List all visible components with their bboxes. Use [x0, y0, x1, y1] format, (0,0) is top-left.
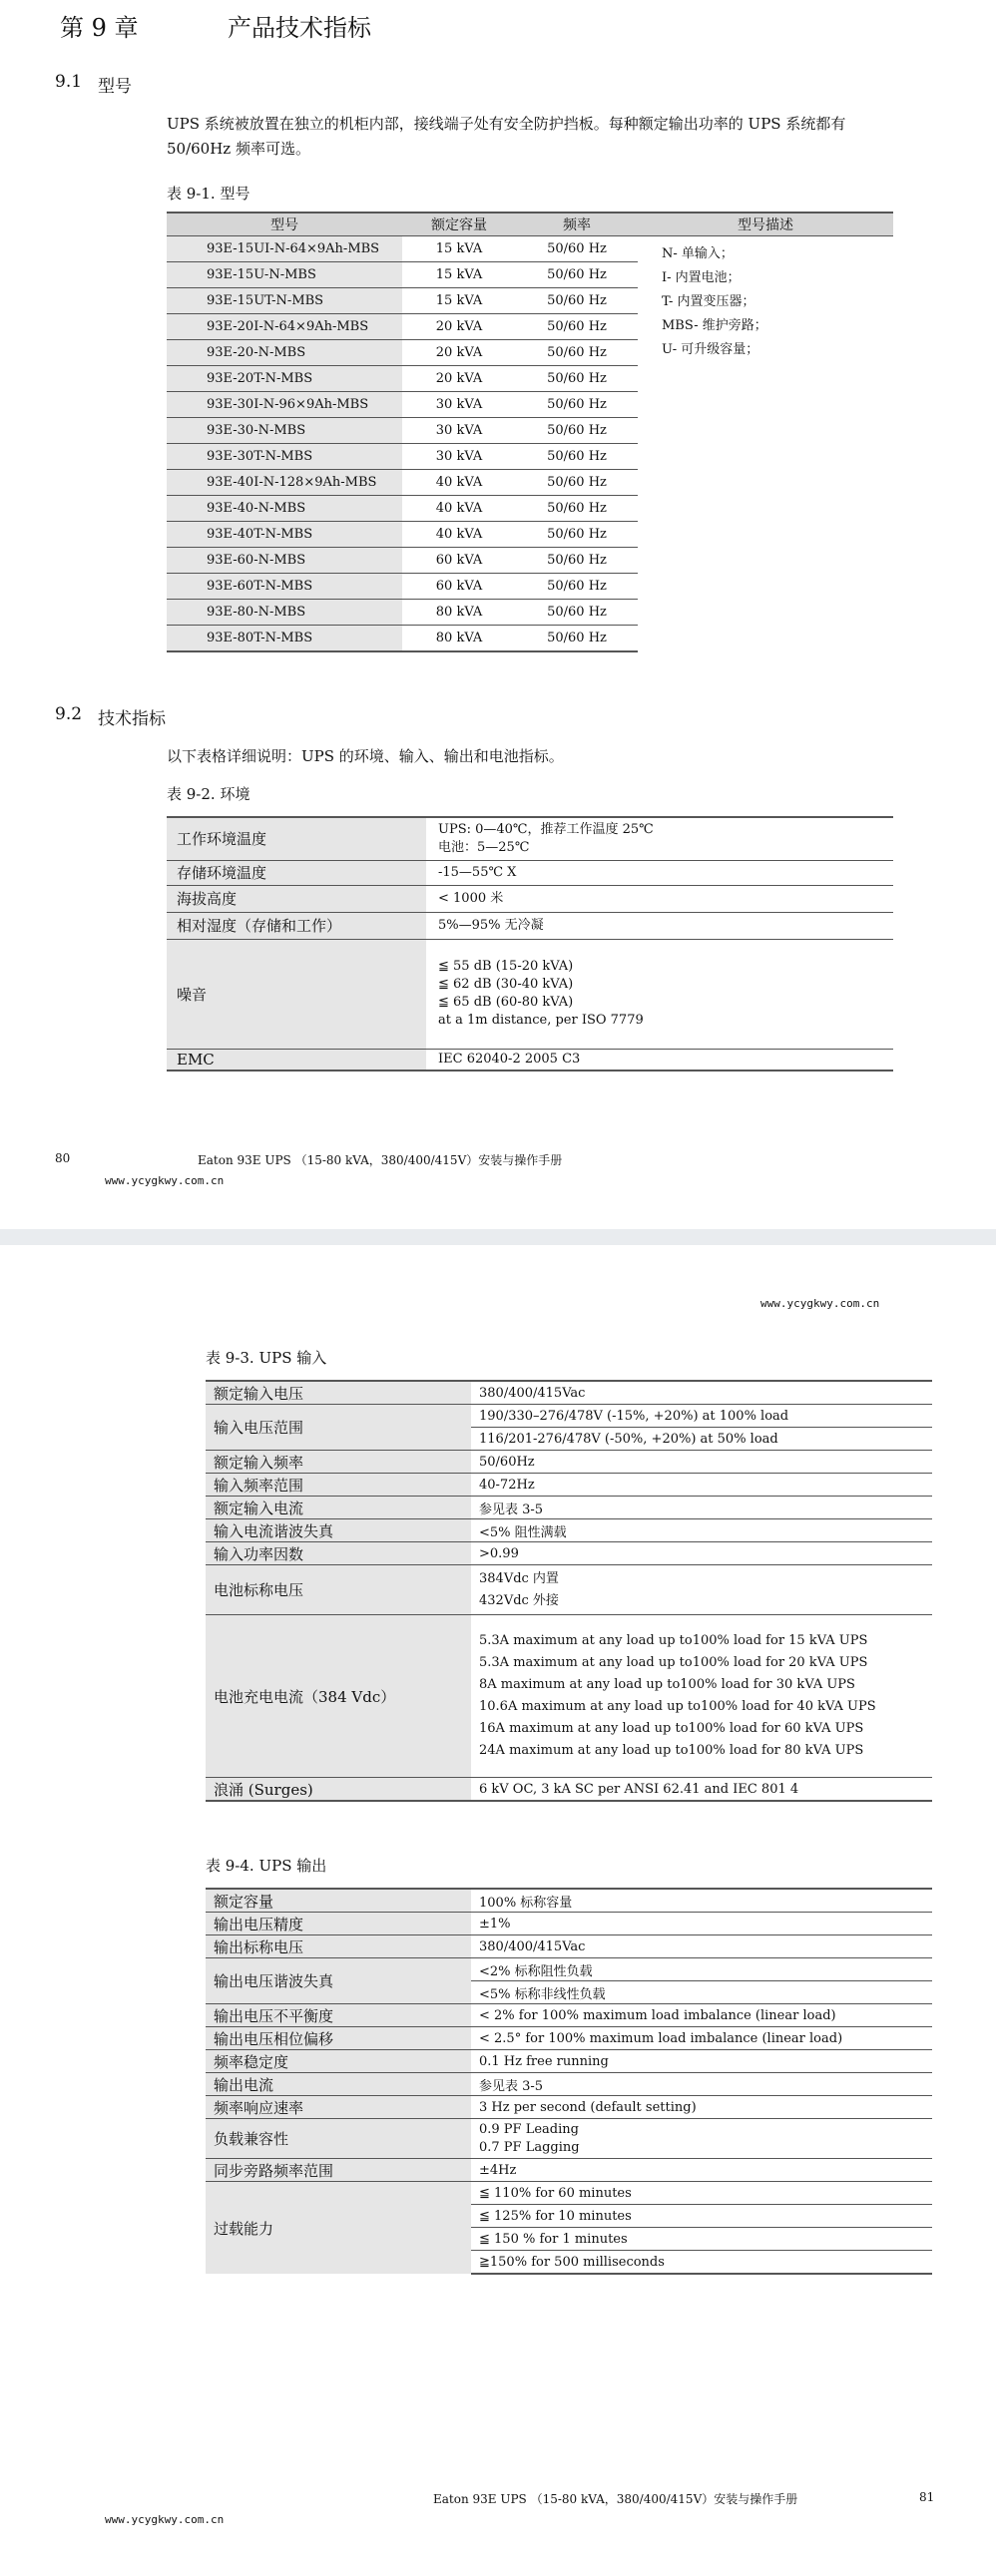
table-row — [206, 1913, 932, 1935]
value-line: UPS: 0—40℃，推荐工作温度 25℃ — [438, 821, 654, 837]
row-value: >0.99 — [471, 1542, 932, 1565]
table-row — [206, 2004, 932, 2027]
row-label: 输出电压谐波失真 — [206, 1958, 471, 2004]
frequency-cell: 50/60 Hz — [516, 288, 638, 314]
ups-output-table — [206, 1888, 932, 2275]
row-label: 输出电压不平衡度 — [206, 2004, 471, 2027]
row-value: <5% 标称非线性负载 — [471, 1981, 932, 2004]
row-value: ≧150% for 500 milliseconds — [471, 2251, 932, 2275]
section-paragraph: UPS 系统被放置在独立的机柜内部，接线端子处有安全防护挡板。每种额定输出功率的 UPS 系统都有 50/60Hz 频率可选。 — [167, 115, 846, 158]
model-cell: 93E-40I-N-128×9Ah-MBS — [167, 470, 402, 496]
page-number: 81 — [919, 2490, 935, 2504]
value-line: 16A maximum at any load up to100% load for 60 kVA UPS — [479, 1721, 864, 1736]
table-row — [206, 2096, 932, 2119]
table-row — [206, 2159, 932, 2182]
frequency-cell: 50/60 Hz — [516, 392, 638, 418]
model-cell: 93E-20T-N-MBS — [167, 366, 402, 392]
watermark: www.ycygkwy.com.cn — [105, 1174, 225, 1187]
row-value: 参见表 3-5 — [471, 1497, 932, 1519]
value-line: 10.6A maximum at any load up to100% load for 40 kVA UPS — [479, 1699, 876, 1714]
model-cell: 93E-20I-N-64×9Ah-MBS — [167, 314, 402, 340]
row-value — [471, 1615, 932, 1778]
value-line: 电池：5—25℃ — [438, 839, 530, 855]
model-cell: 93E-15UI-N-64×9Ah-MBS — [167, 236, 402, 262]
description-line: T- 内置变压器； — [662, 294, 755, 309]
row-label: 电池标称电压 — [206, 1565, 471, 1615]
row-label: 输出电压精度 — [206, 1913, 471, 1935]
table-caption: 表 9-3. UPS 输入 — [206, 1349, 327, 1367]
row-value: ≦ 150 % for 1 minutes — [471, 2228, 932, 2251]
value-line: 384Vdc 内置 — [479, 1570, 559, 1586]
header-model: 型号 — [167, 213, 402, 236]
capacity-cell: 80 kVA — [402, 600, 516, 626]
section-number: 9.2 — [55, 704, 83, 724]
row-value — [426, 817, 893, 860]
table-row — [167, 860, 893, 885]
table-row — [206, 1497, 932, 1519]
capacity-cell: 15 kVA — [402, 262, 516, 288]
watermark: www.ycygkwy.com.cn — [760, 1297, 880, 1310]
row-label: 频率响应速率 — [206, 2096, 471, 2119]
table-row — [167, 817, 893, 860]
value-line: 0.7 PF Lagging — [479, 2139, 580, 2155]
capacity-cell: 60 kVA — [402, 574, 516, 600]
row-value: <2% 标称阻性负载 — [471, 1958, 932, 1981]
frequency-cell: 50/60 Hz — [516, 470, 638, 496]
frequency-cell: 50/60 Hz — [516, 496, 638, 522]
row-value: IEC 62040-2 2005 C3 — [426, 1049, 893, 1071]
model-cell: 93E-40T-N-MBS — [167, 522, 402, 548]
row-label: 输出标称电压 — [206, 1935, 471, 1958]
section-number: 9.1 — [55, 72, 83, 92]
row-value: ±4Hz — [471, 2159, 932, 2182]
row-label: 存储环境温度 — [167, 860, 426, 885]
model-cell: 93E-15U-N-MBS — [167, 262, 402, 288]
frequency-cell: 50/60 Hz — [516, 236, 638, 262]
row-value — [471, 2119, 932, 2159]
value-line: ≦ 65 dB (60-80 kVA) — [438, 995, 574, 1010]
frequency-cell: 50/60 Hz — [516, 366, 638, 392]
value-line: ≦ 55 dB (15-20 kVA) — [438, 959, 574, 974]
row-label: 电池充电电流（384 Vdc） — [206, 1615, 471, 1778]
watermark: www.ycygkwy.com.cn — [105, 2513, 225, 2526]
capacity-cell: 60 kVA — [402, 548, 516, 574]
frequency-cell: 50/60 Hz — [516, 548, 638, 574]
model-cell: 93E-20-N-MBS — [167, 340, 402, 366]
value-line: 24A maximum at any load up to100% load for 80 kVA UPS — [479, 1743, 864, 1758]
row-value: 380/400/415Vac — [471, 1935, 932, 1958]
table-caption: 表 9-2. 环境 — [167, 785, 250, 803]
table-row — [167, 1049, 893, 1071]
table-row — [206, 1958, 932, 1981]
row-label: 过载能力 — [206, 2182, 471, 2275]
capacity-cell: 20 kVA — [402, 366, 516, 392]
model-cell: 93E-15UT-N-MBS — [167, 288, 402, 314]
capacity-cell: 40 kVA — [402, 470, 516, 496]
row-value: 0.1 Hz free running — [471, 2050, 932, 2073]
table-row — [206, 1451, 932, 1474]
header-frequency: 频率 — [516, 213, 638, 236]
capacity-cell: 15 kVA — [402, 236, 516, 262]
row-value: 40-72Hz — [471, 1474, 932, 1497]
model-cell: 93E-60T-N-MBS — [167, 574, 402, 600]
table-row — [206, 1935, 932, 1958]
row-value: 参见表 3-5 — [471, 2073, 932, 2096]
table-row — [206, 1405, 932, 1428]
row-label: 浪涌 (Surges) — [206, 1778, 471, 1802]
model-cell: 93E-30I-N-96×9Ah-MBS — [167, 392, 402, 418]
table-caption: 表 9-1. 型号 — [167, 185, 250, 203]
table-row — [206, 1381, 932, 1405]
chapter-title: 产品技术指标 — [228, 14, 371, 42]
model-table — [167, 212, 893, 652]
row-value — [426, 939, 893, 1049]
row-label: 输入电压范围 — [206, 1405, 471, 1451]
table-row — [206, 2027, 932, 2050]
row-label: 相对湿度（存储和工作） — [167, 912, 426, 939]
section-title: 技术指标 — [98, 709, 166, 729]
description-line: I- 内置电池； — [662, 270, 741, 285]
row-value: 50/60Hz — [471, 1451, 932, 1474]
row-value: 6 kV OC, 3 kA SC per ANSI 62.41 and IEC 801 4 — [471, 1778, 932, 1802]
capacity-cell: 40 kVA — [402, 522, 516, 548]
value-line: 5.3A maximum at any load up to100% load for 20 kVA UPS — [479, 1655, 868, 1670]
row-label: 输入电流谐波失真 — [206, 1519, 471, 1542]
table-row — [206, 1889, 932, 1913]
value-line: 5.3A maximum at any load up to100% load for 15 kVA UPS — [479, 1633, 868, 1648]
table-row — [167, 939, 893, 1049]
value-line: 432Vdc 外接 — [479, 1592, 559, 1608]
frequency-cell: 50/60 Hz — [516, 418, 638, 444]
table-header-row — [167, 213, 893, 236]
row-label: 额定容量 — [206, 1889, 471, 1913]
row-label: 额定输入电流 — [206, 1497, 471, 1519]
model-cell: 93E-60-N-MBS — [167, 548, 402, 574]
frequency-cell: 50/60 Hz — [516, 444, 638, 470]
table-row — [206, 1778, 932, 1802]
capacity-cell: 80 kVA — [402, 626, 516, 652]
capacity-cell: 20 kVA — [402, 340, 516, 366]
row-value: ≦ 125% for 10 minutes — [471, 2205, 932, 2228]
row-value: 116/201-276/478V (-50%, +20%) at 50% load — [471, 1428, 932, 1451]
row-value: <5% 阻性满载 — [471, 1519, 932, 1542]
row-value: ±1% — [471, 1913, 932, 1935]
frequency-cell: 50/60 Hz — [516, 522, 638, 548]
capacity-cell: 30 kVA — [402, 444, 516, 470]
table-row — [206, 1519, 932, 1542]
table-row — [206, 1615, 932, 1778]
table-caption: 表 9-4. UPS 输出 — [206, 1857, 327, 1875]
footer-title: Eaton 93E UPS （15-80 kVA，380/400/415V）安装与操作手册 — [198, 1153, 563, 1167]
frequency-cell: 50/60 Hz — [516, 574, 638, 600]
row-label: 额定输入频率 — [206, 1451, 471, 1474]
page-80 — [0, 0, 996, 1229]
row-value: 5%—95% 无冷凝 — [426, 912, 893, 939]
table-row — [206, 2050, 932, 2073]
row-value: < 2% for 100% maximum load imbalance (linear load) — [471, 2004, 932, 2027]
row-value: -15—55℃ X — [426, 860, 893, 885]
footer-title: Eaton 93E UPS （15-80 kVA，380/400/415V）安装与操作手册 — [433, 2492, 798, 2506]
section-title: 型号 — [98, 77, 132, 97]
capacity-cell: 30 kVA — [402, 418, 516, 444]
value-line: 0.9 PF Leading — [479, 2121, 579, 2137]
description-line: MBS- 维护旁路； — [662, 318, 767, 333]
row-value: 190/330–276/478V (-15%, +20%) at 100% load — [471, 1405, 932, 1428]
row-label: 输出电压相位偏移 — [206, 2027, 471, 2050]
chapter-number: 第 9 章 — [60, 14, 139, 42]
frequency-cell: 50/60 Hz — [516, 600, 638, 626]
table-row — [206, 1565, 932, 1615]
frequency-cell: 50/60 Hz — [516, 340, 638, 366]
row-label: 频率稳定度 — [206, 2050, 471, 2073]
header-capacity: 额定容量 — [402, 213, 516, 236]
section-paragraph: 以下表格详细说明：UPS 的环境、输入、输出和电池指标。 — [167, 747, 564, 765]
frequency-cell: 50/60 Hz — [516, 262, 638, 288]
row-value: ≦ 110% for 60 minutes — [471, 2182, 932, 2205]
environment-table — [167, 816, 893, 1072]
row-value — [471, 1565, 932, 1615]
value-line: at a 1m distance, per ISO 7779 — [438, 1013, 644, 1028]
description-line: U- 可升级容量； — [662, 342, 759, 357]
row-value: < 1000 米 — [426, 885, 893, 912]
row-label: EMC — [167, 1049, 426, 1071]
row-label: 工作环境温度 — [167, 817, 426, 860]
row-label: 同步旁路频率范围 — [206, 2159, 471, 2182]
model-description-cell — [638, 236, 893, 652]
row-value: 380/400/415Vac — [471, 1381, 932, 1405]
table-row — [206, 2073, 932, 2096]
row-label: 输入频率范围 — [206, 1474, 471, 1497]
capacity-cell: 20 kVA — [402, 314, 516, 340]
page-number: 80 — [55, 1151, 71, 1165]
table-row — [167, 236, 893, 262]
row-value: 100% 标称容量 — [471, 1889, 932, 1913]
row-label: 输出电流 — [206, 2073, 471, 2096]
table-row — [206, 2119, 932, 2159]
model-cell: 93E-40-N-MBS — [167, 496, 402, 522]
model-cell: 93E-80-N-MBS — [167, 600, 402, 626]
value-line: ≦ 62 dB (30-40 kVA) — [438, 977, 574, 992]
table-row — [206, 1474, 932, 1497]
capacity-cell: 15 kVA — [402, 288, 516, 314]
header-description: 型号描述 — [638, 213, 893, 236]
model-cell: 93E-30T-N-MBS — [167, 444, 402, 470]
row-label: 海拔高度 — [167, 885, 426, 912]
row-label: 输入功率因数 — [206, 1542, 471, 1565]
row-label: 噪音 — [167, 939, 426, 1049]
model-cell: 93E-30-N-MBS — [167, 418, 402, 444]
frequency-cell: 50/60 Hz — [516, 626, 638, 652]
frequency-cell: 50/60 Hz — [516, 314, 638, 340]
capacity-cell: 30 kVA — [402, 392, 516, 418]
table-row — [167, 912, 893, 939]
row-label: 负载兼容性 — [206, 2119, 471, 2159]
table-row — [206, 2182, 932, 2205]
table-row — [206, 1542, 932, 1565]
row-value: < 2.5° for 100% maximum load imbalance (linear load) — [471, 2027, 932, 2050]
capacity-cell: 40 kVA — [402, 496, 516, 522]
description-line: N- 单输入； — [662, 246, 734, 261]
ups-input-table — [206, 1380, 932, 1802]
model-cell: 93E-80T-N-MBS — [167, 626, 402, 652]
value-line: 8A maximum at any load up to100% load for 30 kVA UPS — [479, 1677, 855, 1692]
table-row — [167, 885, 893, 912]
row-label: 额定输入电压 — [206, 1381, 471, 1405]
row-value: 3 Hz per second (default setting) — [471, 2096, 932, 2119]
